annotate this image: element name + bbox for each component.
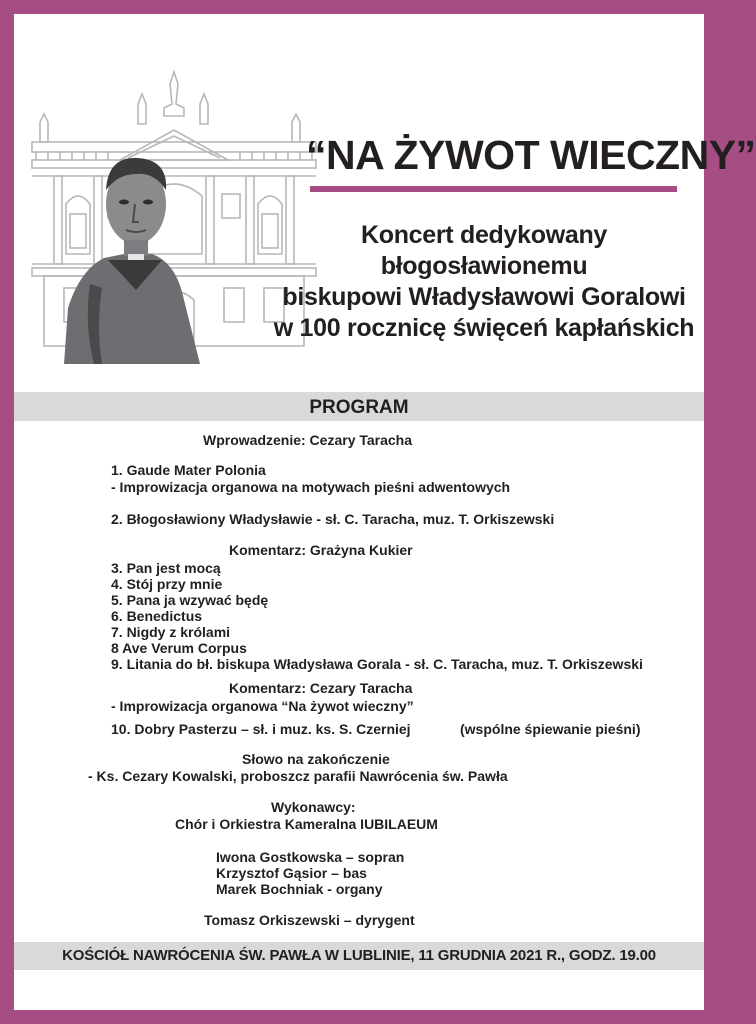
title-underline bbox=[310, 186, 677, 192]
performers-heading: Wykonawcy: bbox=[271, 799, 356, 815]
subtitle-line: biskupowi Władysławowi Goralowi bbox=[282, 283, 686, 311]
program-heading: PROGRAM bbox=[14, 392, 704, 421]
program-item: 7. Nigdy z królami bbox=[111, 624, 231, 640]
concert-title: “NA ŻYWOT WIECZNY” bbox=[306, 132, 756, 178]
performer-soloist: Iwona Gostkowska – sopran bbox=[216, 849, 405, 865]
program-item: 5. Pana ja wzywać będę bbox=[111, 592, 269, 608]
performer-conductor: Tomasz Orkiszewski – dyrygent bbox=[204, 912, 415, 928]
program-item: 3. Pan jest mocą bbox=[111, 560, 221, 576]
program-item: 9. Litania do bł. biskupa Władysława Gorala - sł. C. Taracha, muz. T. Orkiszewski bbox=[111, 656, 643, 672]
concert-subtitle bbox=[264, 220, 704, 344]
program-item: 10. Dobry Pasterzu – sł. i muz. ks. S. Czerniej bbox=[111, 721, 411, 737]
program-commentary: Komentarz: Grażyna Kukier bbox=[229, 542, 413, 558]
subtitle-line: błogosławionemu bbox=[380, 252, 588, 280]
program-item: 6. Benedictus bbox=[111, 608, 203, 624]
program-improvisation: - Improwizacja organowa “Na żywot wieczny” bbox=[111, 698, 414, 714]
performer-soloist: Marek Bochniak - organy bbox=[216, 881, 383, 897]
poster bbox=[14, 14, 756, 1010]
program-improvisation: - Improwizacja organowa na motywach pieśni adwentowych bbox=[111, 479, 511, 495]
program-item: 2. Błogosławiony Władysławie - sł. C. Taracha, muz. T. Orkiszewski bbox=[111, 511, 555, 527]
subtitle-line: w 100 rocznicę święceń kapłańskich bbox=[273, 314, 695, 342]
closing-speaker: - Ks. Cezary Kowalski, proboszcz parafii Nawrócenia św. Pawła bbox=[88, 768, 508, 784]
closing-heading: Słowo na zakończenie bbox=[242, 751, 390, 767]
program-item-note: (wspólne śpiewanie pieśni) bbox=[460, 721, 641, 737]
program-item: 4. Stój przy mnie bbox=[111, 576, 223, 592]
program-item: 8 Ave Verum Corpus bbox=[111, 640, 247, 656]
event-venue-date: KOŚCIÓŁ NAWRÓCENIA ŚW. PAWŁA W LUBLINIE, 11 GRUDNIA 2021 R., GODZ. 19.00 bbox=[14, 942, 704, 970]
subtitle-line: Koncert dedykowany bbox=[360, 221, 608, 249]
program-commentary: Komentarz: Cezary Taracha bbox=[229, 680, 413, 696]
program-item: 1. Gaude Mater Polonia bbox=[111, 462, 266, 478]
performer-soloist: Krzysztof Gąsior – bas bbox=[216, 865, 367, 881]
program-intro: Wprowadzenie: Cezary Taracha bbox=[203, 432, 413, 448]
performers-ensemble: Chór i Orkiestra Kameralna IUBILAEUM bbox=[175, 816, 438, 832]
